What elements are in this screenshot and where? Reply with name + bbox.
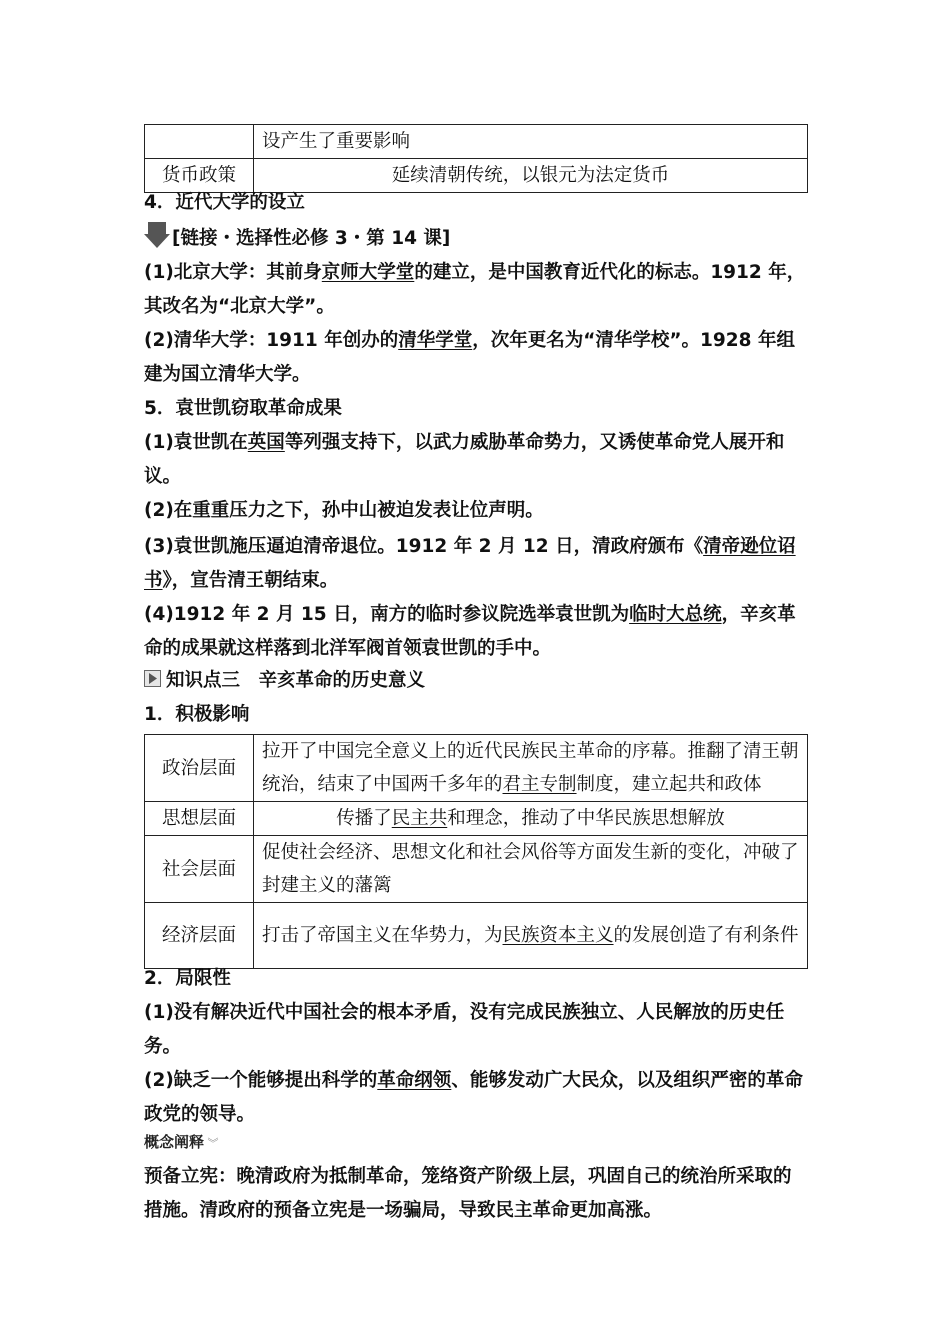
section-heading: 5．袁世凯窃取革命成果 xyxy=(144,398,342,419)
concept-label: 概念阐释 ︾ xyxy=(144,1133,219,1151)
key-term: 民主共 xyxy=(391,808,448,829)
paragraph: (3)袁世凯施压逼迫清帝退位。1912 年 2 月 12 日，清政府颁布《清帝逊位诏书》，宣告清王朝结束。 xyxy=(144,536,796,591)
section-heading: 1．积极影响 xyxy=(144,704,250,725)
table-row xyxy=(145,903,808,969)
knowledge-point-title: 知识点三 辛亥革命的历史意义 xyxy=(166,670,426,691)
key-term: 英国 xyxy=(247,432,285,453)
paragraph: (2)清华大学：1911 年创办的清华学堂，次年更名为“清华学校”。1928 年组建为国立清华大学。 xyxy=(144,330,795,385)
key-term: 清华学堂 xyxy=(398,330,473,351)
down-arrow-icon xyxy=(144,222,170,248)
key-term: 临时大总统 xyxy=(629,604,722,625)
paragraph: (1)袁世凯在英国等列强支持下，以武力威胁革命势力，又诱使革命党人展开和议。 xyxy=(144,432,785,487)
key-term: 革命纲领 xyxy=(377,1070,452,1091)
table-row xyxy=(145,802,808,836)
table-row xyxy=(145,735,808,802)
paragraph: (1)没有解决近代中国社会的根本矛盾，没有完成民族独立、人民解放的历史任务。 xyxy=(144,1002,785,1057)
row-value: 传播了民主共和理念，推动了中华民族思想解放 xyxy=(254,802,808,836)
row-key: 政治层面 xyxy=(145,735,254,802)
policy-value: 延续清朝传统，以银元为法定货币 xyxy=(254,159,808,193)
row-key: 经济层面 xyxy=(145,903,254,969)
impact-table xyxy=(144,734,808,969)
row-value: 拉开了中国完全意义上的近代民族民主革命的序幕。推翻了清王朝统治，结束了中国两千多年的君主专制制度，建立起共和政体 xyxy=(254,735,808,802)
policy-table xyxy=(144,124,808,193)
table-row xyxy=(145,836,808,903)
concept-term: 预备立宪： xyxy=(144,1166,237,1187)
key-term: 京师大学堂 xyxy=(321,262,415,283)
row-key: 思想层面 xyxy=(145,802,254,836)
key-term: 君主专制 xyxy=(502,774,577,795)
paragraph: (2)缺乏一个能够提出科学的革命纲领、能够发动广大民众，以及组织严密的革命政党的领导。 xyxy=(144,1070,803,1125)
row-value: 促使社会经济、思想文化和社会风俗等方面发生新的变化，冲破了封建主义的藩篱 xyxy=(254,836,808,903)
paragraph: (1)北京大学：其前身京师大学堂的建立，是中国教育近代化的标志。1912 年，其改名为“北京大学”。 xyxy=(144,262,806,317)
key-term: 清帝逊位诏书 xyxy=(144,536,796,591)
policy-key: 货币政策 xyxy=(145,159,254,193)
section-heading: 4．近代大学的设立 xyxy=(144,192,305,213)
row-key: 社会层面 xyxy=(145,836,254,903)
link-note: [链接・选择性必修 3・第 14 课] xyxy=(172,228,451,249)
policy-key-empty xyxy=(145,125,254,159)
row-value: 打击了帝国主义在华势力，为民族资本主义的发展创造了有利条件 xyxy=(254,903,808,969)
play-icon xyxy=(144,670,161,687)
paragraph: (2)在重重压力之下，孙中山被迫发表让位声明。 xyxy=(144,500,544,521)
section-heading: 2．局限性 xyxy=(144,968,231,989)
key-term: 民族资本主义 xyxy=(502,925,614,946)
concept-paragraph: 预备立宪：晚清政府为抵制革命，笼络资产阶级上层，巩固自己的统治所采取的措施。清政府的预备立宪是一场骗局，导致民主革命更加高涨。 xyxy=(144,1166,792,1221)
paragraph: (4)1912 年 2 月 15 日，南方的临时参议院选举袁世凯为临时大总统，辛亥革命的成果就这样落到北洋军阀首领袁世凯的手中。 xyxy=(144,604,796,659)
policy-value: 设产生了重要影响 xyxy=(254,125,808,159)
